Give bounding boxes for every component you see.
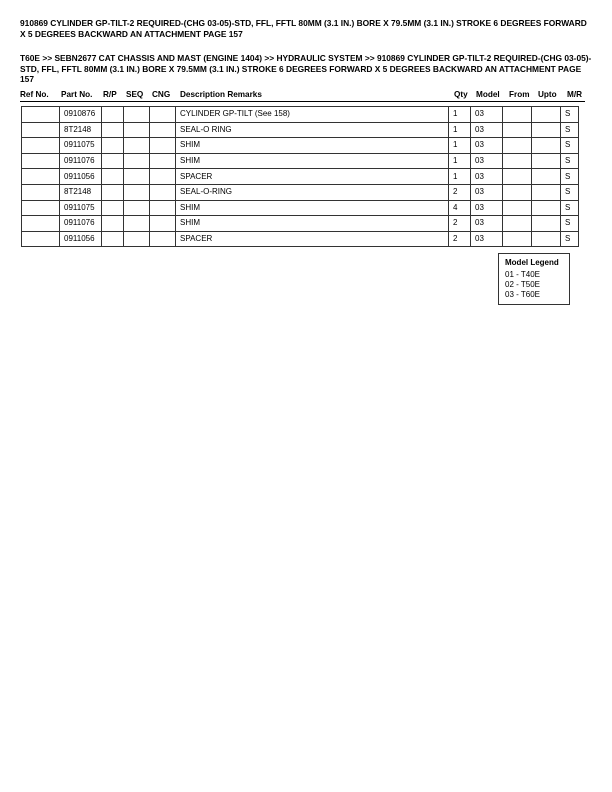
rp-cell: [102, 231, 124, 247]
upto-cell: [532, 107, 561, 123]
from-cell: [503, 169, 532, 185]
part-no-cell: 0911076: [60, 216, 102, 232]
cng-cell: [150, 153, 176, 169]
model-cell: 03: [471, 138, 503, 154]
ref-no-cell: [22, 107, 60, 123]
cng-cell: [150, 184, 176, 200]
mr-cell: S: [561, 122, 579, 138]
seq-cell: [124, 153, 150, 169]
from-cell: [503, 231, 532, 247]
column-header-qty: Qty: [454, 90, 468, 99]
rp-cell: [102, 153, 124, 169]
description-cell: SEAL-O RING: [176, 122, 449, 138]
part-no-cell: 0911075: [60, 200, 102, 216]
mr-cell: S: [561, 216, 579, 232]
rp-cell: [102, 184, 124, 200]
ref-no-cell: [22, 200, 60, 216]
header-divider: [20, 101, 585, 102]
ref-no-cell: [22, 169, 60, 185]
description-cell: SPACER: [176, 231, 449, 247]
ref-no-cell: [22, 184, 60, 200]
mr-cell: S: [561, 107, 579, 123]
page-title: 910869 CYLINDER GP-TILT-2 REQUIRED-(CHG 03-05)-STD, FFL, FFTL 80MM (3.1 IN.) BORE X 79.5MM (3.1 IN.) STROKE 6 DEGREES FORWARD X 5 DEGREES BACKWARD AN ATTACHMENT PAGE 157: [20, 18, 587, 39]
breadcrumb: T60E >> SEBN2677 CAT CHASSIS AND MAST (ENGINE 1404) >> HYDRAULIC SYSTEM >> 910869 CYLINDER GP-TILT-2 REQUIRED-(CHG 03-05)-STD, FFL, FFTL 80MM (3.1 IN.) BORE X 79.5MM (3.1 IN.) STROKE 6 DEGREES FORWARD X 5 DEGREES BACKWARD AN ATTACHMENT PAGE 157: [20, 53, 592, 85]
seq-cell: [124, 107, 150, 123]
upto-cell: [532, 200, 561, 216]
column-header-upto: Upto: [538, 90, 557, 99]
model-cell: 03: [471, 122, 503, 138]
ref-no-cell: [22, 231, 60, 247]
seq-cell: [124, 184, 150, 200]
rp-cell: [102, 122, 124, 138]
qty-cell: 1: [449, 153, 471, 169]
from-cell: [503, 122, 532, 138]
table-row: [22, 216, 579, 232]
cng-cell: [150, 107, 176, 123]
column-header-ref-no: Ref No.: [20, 90, 49, 99]
model-legend-item: 02 - T50E: [505, 280, 540, 289]
seq-cell: [124, 216, 150, 232]
seq-cell: [124, 122, 150, 138]
column-header-model: Model: [476, 90, 500, 99]
table-row: [22, 200, 579, 216]
description-cell: SHIM: [176, 153, 449, 169]
part-no-cell: 0911075: [60, 138, 102, 154]
model-legend-item: 01 - T40E: [505, 270, 540, 279]
part-no-cell: 0911056: [60, 231, 102, 247]
mr-cell: S: [561, 169, 579, 185]
description-cell: SHIM: [176, 200, 449, 216]
rp-cell: [102, 169, 124, 185]
qty-cell: 2: [449, 184, 471, 200]
model-cell: 03: [471, 169, 503, 185]
table-row: [22, 184, 579, 200]
from-cell: [503, 216, 532, 232]
table-row: [22, 231, 579, 247]
mr-cell: S: [561, 200, 579, 216]
rp-cell: [102, 216, 124, 232]
upto-cell: [532, 138, 561, 154]
column-header-part-no: Part No.: [61, 90, 93, 99]
from-cell: [503, 200, 532, 216]
seq-cell: [124, 138, 150, 154]
description-cell: SHIM: [176, 216, 449, 232]
column-header-mr: M/R: [567, 90, 583, 99]
mr-cell: S: [561, 231, 579, 247]
model-cell: 03: [471, 231, 503, 247]
column-header-from: From: [509, 90, 530, 99]
part-no-cell: 8T2148: [60, 122, 102, 138]
table-row: [22, 122, 579, 138]
part-no-cell: 0911056: [60, 169, 102, 185]
ref-no-cell: [22, 216, 60, 232]
mr-cell: S: [561, 138, 579, 154]
upto-cell: [532, 184, 561, 200]
description-cell: SPACER: [176, 169, 449, 185]
model-legend-title: Model Legend: [505, 258, 559, 267]
qty-cell: 2: [449, 216, 471, 232]
from-cell: [503, 184, 532, 200]
cng-cell: [150, 169, 176, 185]
qty-cell: 1: [449, 107, 471, 123]
from-cell: [503, 138, 532, 154]
seq-cell: [124, 200, 150, 216]
mr-cell: S: [561, 184, 579, 200]
upto-cell: [532, 153, 561, 169]
seq-cell: [124, 169, 150, 185]
table-row: [22, 153, 579, 169]
model-cell: 03: [471, 216, 503, 232]
mr-cell: S: [561, 153, 579, 169]
rp-cell: [102, 107, 124, 123]
from-cell: [503, 107, 532, 123]
ref-no-cell: [22, 153, 60, 169]
upto-cell: [532, 231, 561, 247]
qty-cell: 2: [449, 231, 471, 247]
seq-cell: [124, 231, 150, 247]
upto-cell: [532, 169, 561, 185]
ref-no-cell: [22, 122, 60, 138]
upto-cell: [532, 216, 561, 232]
part-no-cell: 0910876: [60, 107, 102, 123]
table-row: [22, 107, 579, 123]
description-cell: CYLINDER GP-TILT (See 158): [176, 107, 449, 123]
model-cell: 03: [471, 200, 503, 216]
qty-cell: 4: [449, 200, 471, 216]
column-header-seq: SEQ: [126, 90, 144, 99]
parts-table: [21, 106, 579, 247]
rp-cell: [102, 200, 124, 216]
model-cell: 03: [471, 153, 503, 169]
qty-cell: 1: [449, 169, 471, 185]
table-row: [22, 169, 579, 185]
qty-cell: 1: [449, 138, 471, 154]
model-cell: 03: [471, 107, 503, 123]
cng-cell: [150, 122, 176, 138]
from-cell: [503, 153, 532, 169]
ref-no-cell: [22, 138, 60, 154]
column-header-description: Description Remarks: [180, 90, 262, 99]
rp-cell: [102, 138, 124, 154]
qty-cell: 1: [449, 122, 471, 138]
model-legend: [498, 253, 570, 305]
description-cell: SHIM: [176, 138, 449, 154]
table-row: [22, 138, 579, 154]
column-header-rp: R/P: [103, 90, 117, 99]
model-legend-item: 03 - T60E: [505, 290, 540, 299]
cng-cell: [150, 200, 176, 216]
model-cell: 03: [471, 184, 503, 200]
cng-cell: [150, 138, 176, 154]
description-cell: SEAL-O-RING: [176, 184, 449, 200]
column-header-cng: CNG: [152, 90, 171, 99]
part-no-cell: 0911076: [60, 153, 102, 169]
cng-cell: [150, 231, 176, 247]
part-no-cell: 8T2148: [60, 184, 102, 200]
upto-cell: [532, 122, 561, 138]
parts-table-body: [22, 107, 579, 247]
cng-cell: [150, 216, 176, 232]
